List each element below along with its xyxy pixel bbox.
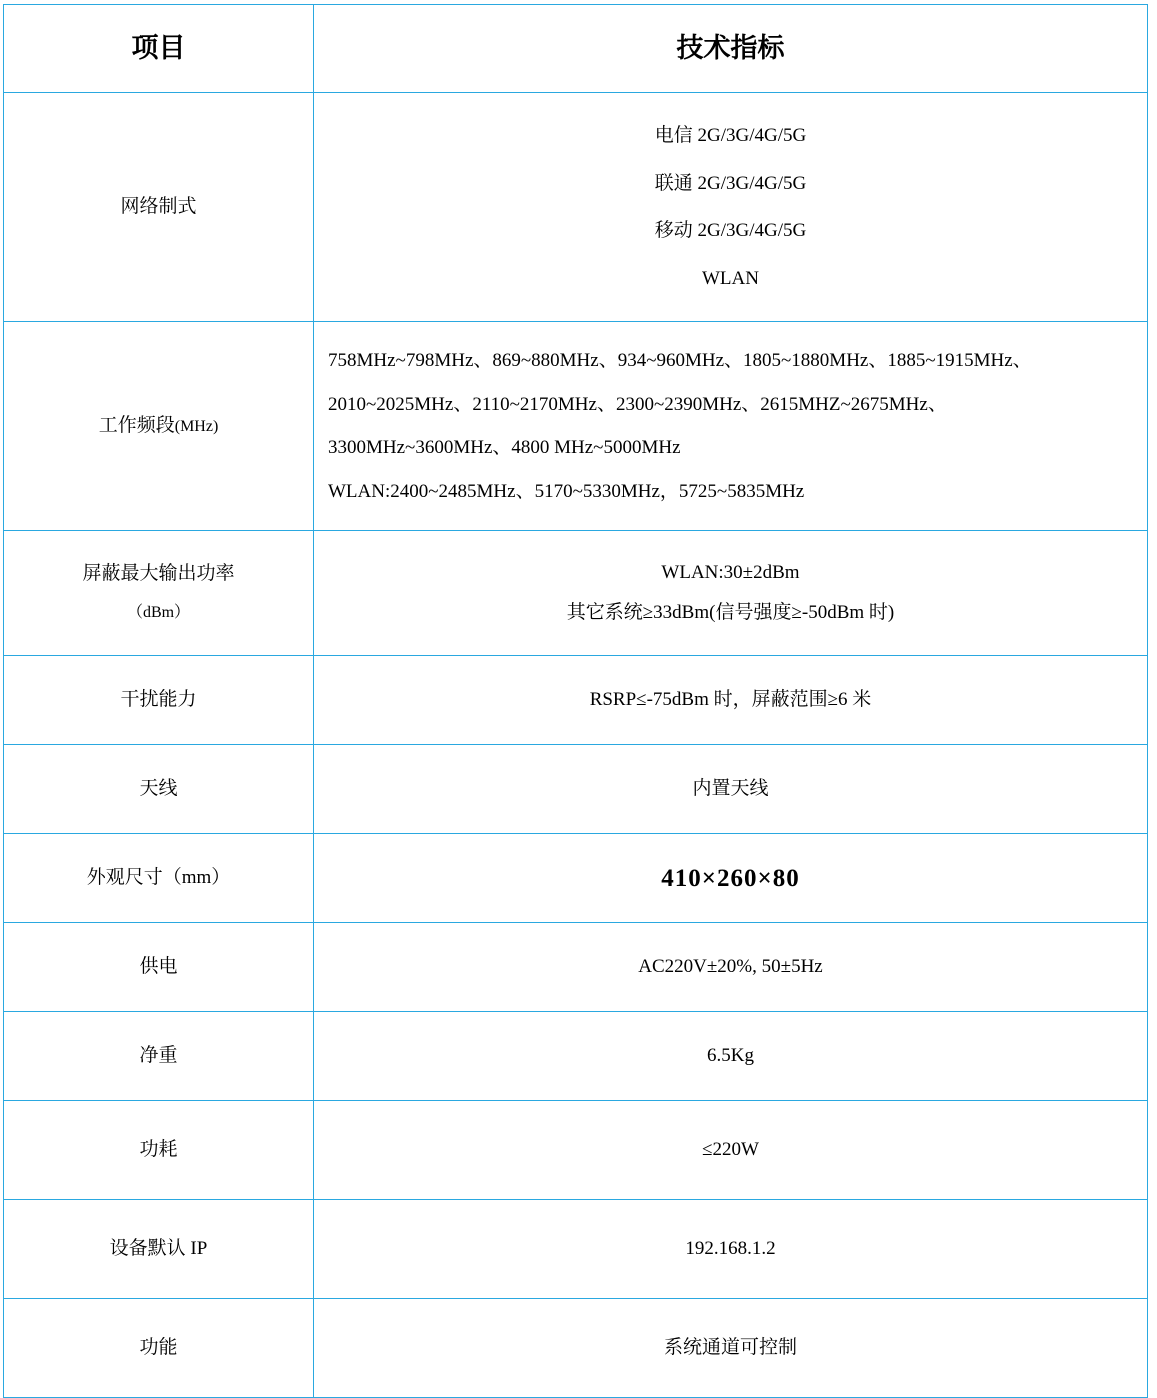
row-label-text: 工作频段	[98, 415, 175, 437]
row-value	[314, 1101, 1148, 1200]
table-row	[4, 531, 1148, 656]
header-cell-item: 项目	[4, 5, 314, 93]
row-value-line: 2010~2025MHz、2110~2170MHz、2300~2390MHz、2615MHZ~2675MHz、	[328, 393, 947, 415]
specifications-table	[3, 4, 1148, 1398]
row-value-line: 3300MHz~3600MHz、4800 MHz~5000MHz	[328, 437, 681, 459]
row-label-text: 净重	[139, 1045, 178, 1067]
row-value-line: 其它系统≥33dBm(信号强度≥-50dBm 时)	[566, 602, 895, 624]
row-label-text: 屏蔽最大输出功率	[82, 563, 235, 585]
table-row	[4, 923, 1148, 1012]
row-value-line: 移动 2G/3G/4G/5G	[654, 220, 807, 242]
table-row	[4, 322, 1148, 531]
row-label	[4, 1012, 314, 1101]
row-label-text: 功能	[139, 1337, 178, 1359]
row-label	[4, 93, 314, 322]
row-value	[314, 1012, 1148, 1101]
row-value-line: AC220V±20%, 50±5Hz	[638, 956, 823, 978]
row-label	[4, 656, 314, 745]
table-row	[4, 1200, 1148, 1299]
row-value-line: 系统通道可控制	[663, 1337, 797, 1359]
table-row	[4, 1101, 1148, 1200]
row-value	[314, 923, 1148, 1012]
row-value	[314, 93, 1148, 322]
table-row	[4, 656, 1148, 745]
table-body	[4, 5, 1148, 1398]
header-cell-spec: 技术指标	[314, 5, 1148, 93]
table-row	[4, 1299, 1148, 1398]
row-label-text: 设备默认 IP	[109, 1238, 208, 1260]
row-label-text: 干扰能力	[120, 689, 197, 711]
row-value	[314, 1200, 1148, 1299]
row-label	[4, 834, 314, 923]
row-value-line: 758MHz~798MHz、869~880MHz、934~960MHz、1805~1880MHz、1885~1915MHz、	[328, 349, 1032, 371]
row-label-unit: (MHz)	[174, 418, 219, 436]
row-value	[314, 656, 1148, 745]
table-row	[4, 1012, 1148, 1101]
row-value	[314, 834, 1148, 923]
row-label	[4, 1299, 314, 1398]
row-value-line: WLAN:30±2dBm	[661, 562, 800, 584]
table-row	[4, 745, 1148, 834]
row-value-line: RSRP≤-75dBm 时，屏蔽范围≥6 米	[589, 689, 872, 711]
row-value-line: ≤220W	[702, 1139, 759, 1161]
row-label-text: 外观尺寸（mm）	[86, 867, 231, 889]
row-value-line: WLAN	[702, 267, 759, 289]
row-value-line: 192.168.1.2	[685, 1238, 776, 1260]
row-label	[4, 531, 314, 656]
row-label	[4, 1200, 314, 1299]
row-value-line: 电信 2G/3G/4G/5G	[654, 125, 807, 147]
row-value-line: 410×260×80	[661, 864, 800, 892]
row-value	[314, 531, 1148, 656]
table-header-row	[4, 5, 1148, 93]
row-label	[4, 745, 314, 834]
row-label-unit: （dBm）	[126, 604, 191, 622]
row-label	[4, 923, 314, 1012]
row-value-line: 内置天线	[692, 778, 769, 800]
row-label	[4, 1101, 314, 1200]
row-value-line: 联通 2G/3G/4G/5G	[654, 172, 807, 194]
table-row	[4, 834, 1148, 923]
row-label	[4, 322, 314, 531]
table-row	[4, 93, 1148, 322]
row-value	[314, 745, 1148, 834]
row-value-line: WLAN:2400~2485MHz、5170~5330MHz，5725~5835MHz	[328, 480, 805, 502]
row-label-text: 功耗	[139, 1139, 178, 1161]
row-label-text: 网络制式	[120, 196, 197, 218]
row-value	[314, 1299, 1148, 1398]
row-label-text: 供电	[139, 956, 178, 978]
row-label-text: 天线	[139, 778, 178, 800]
row-value	[314, 322, 1148, 531]
row-value-line: 6.5Kg	[707, 1045, 754, 1067]
